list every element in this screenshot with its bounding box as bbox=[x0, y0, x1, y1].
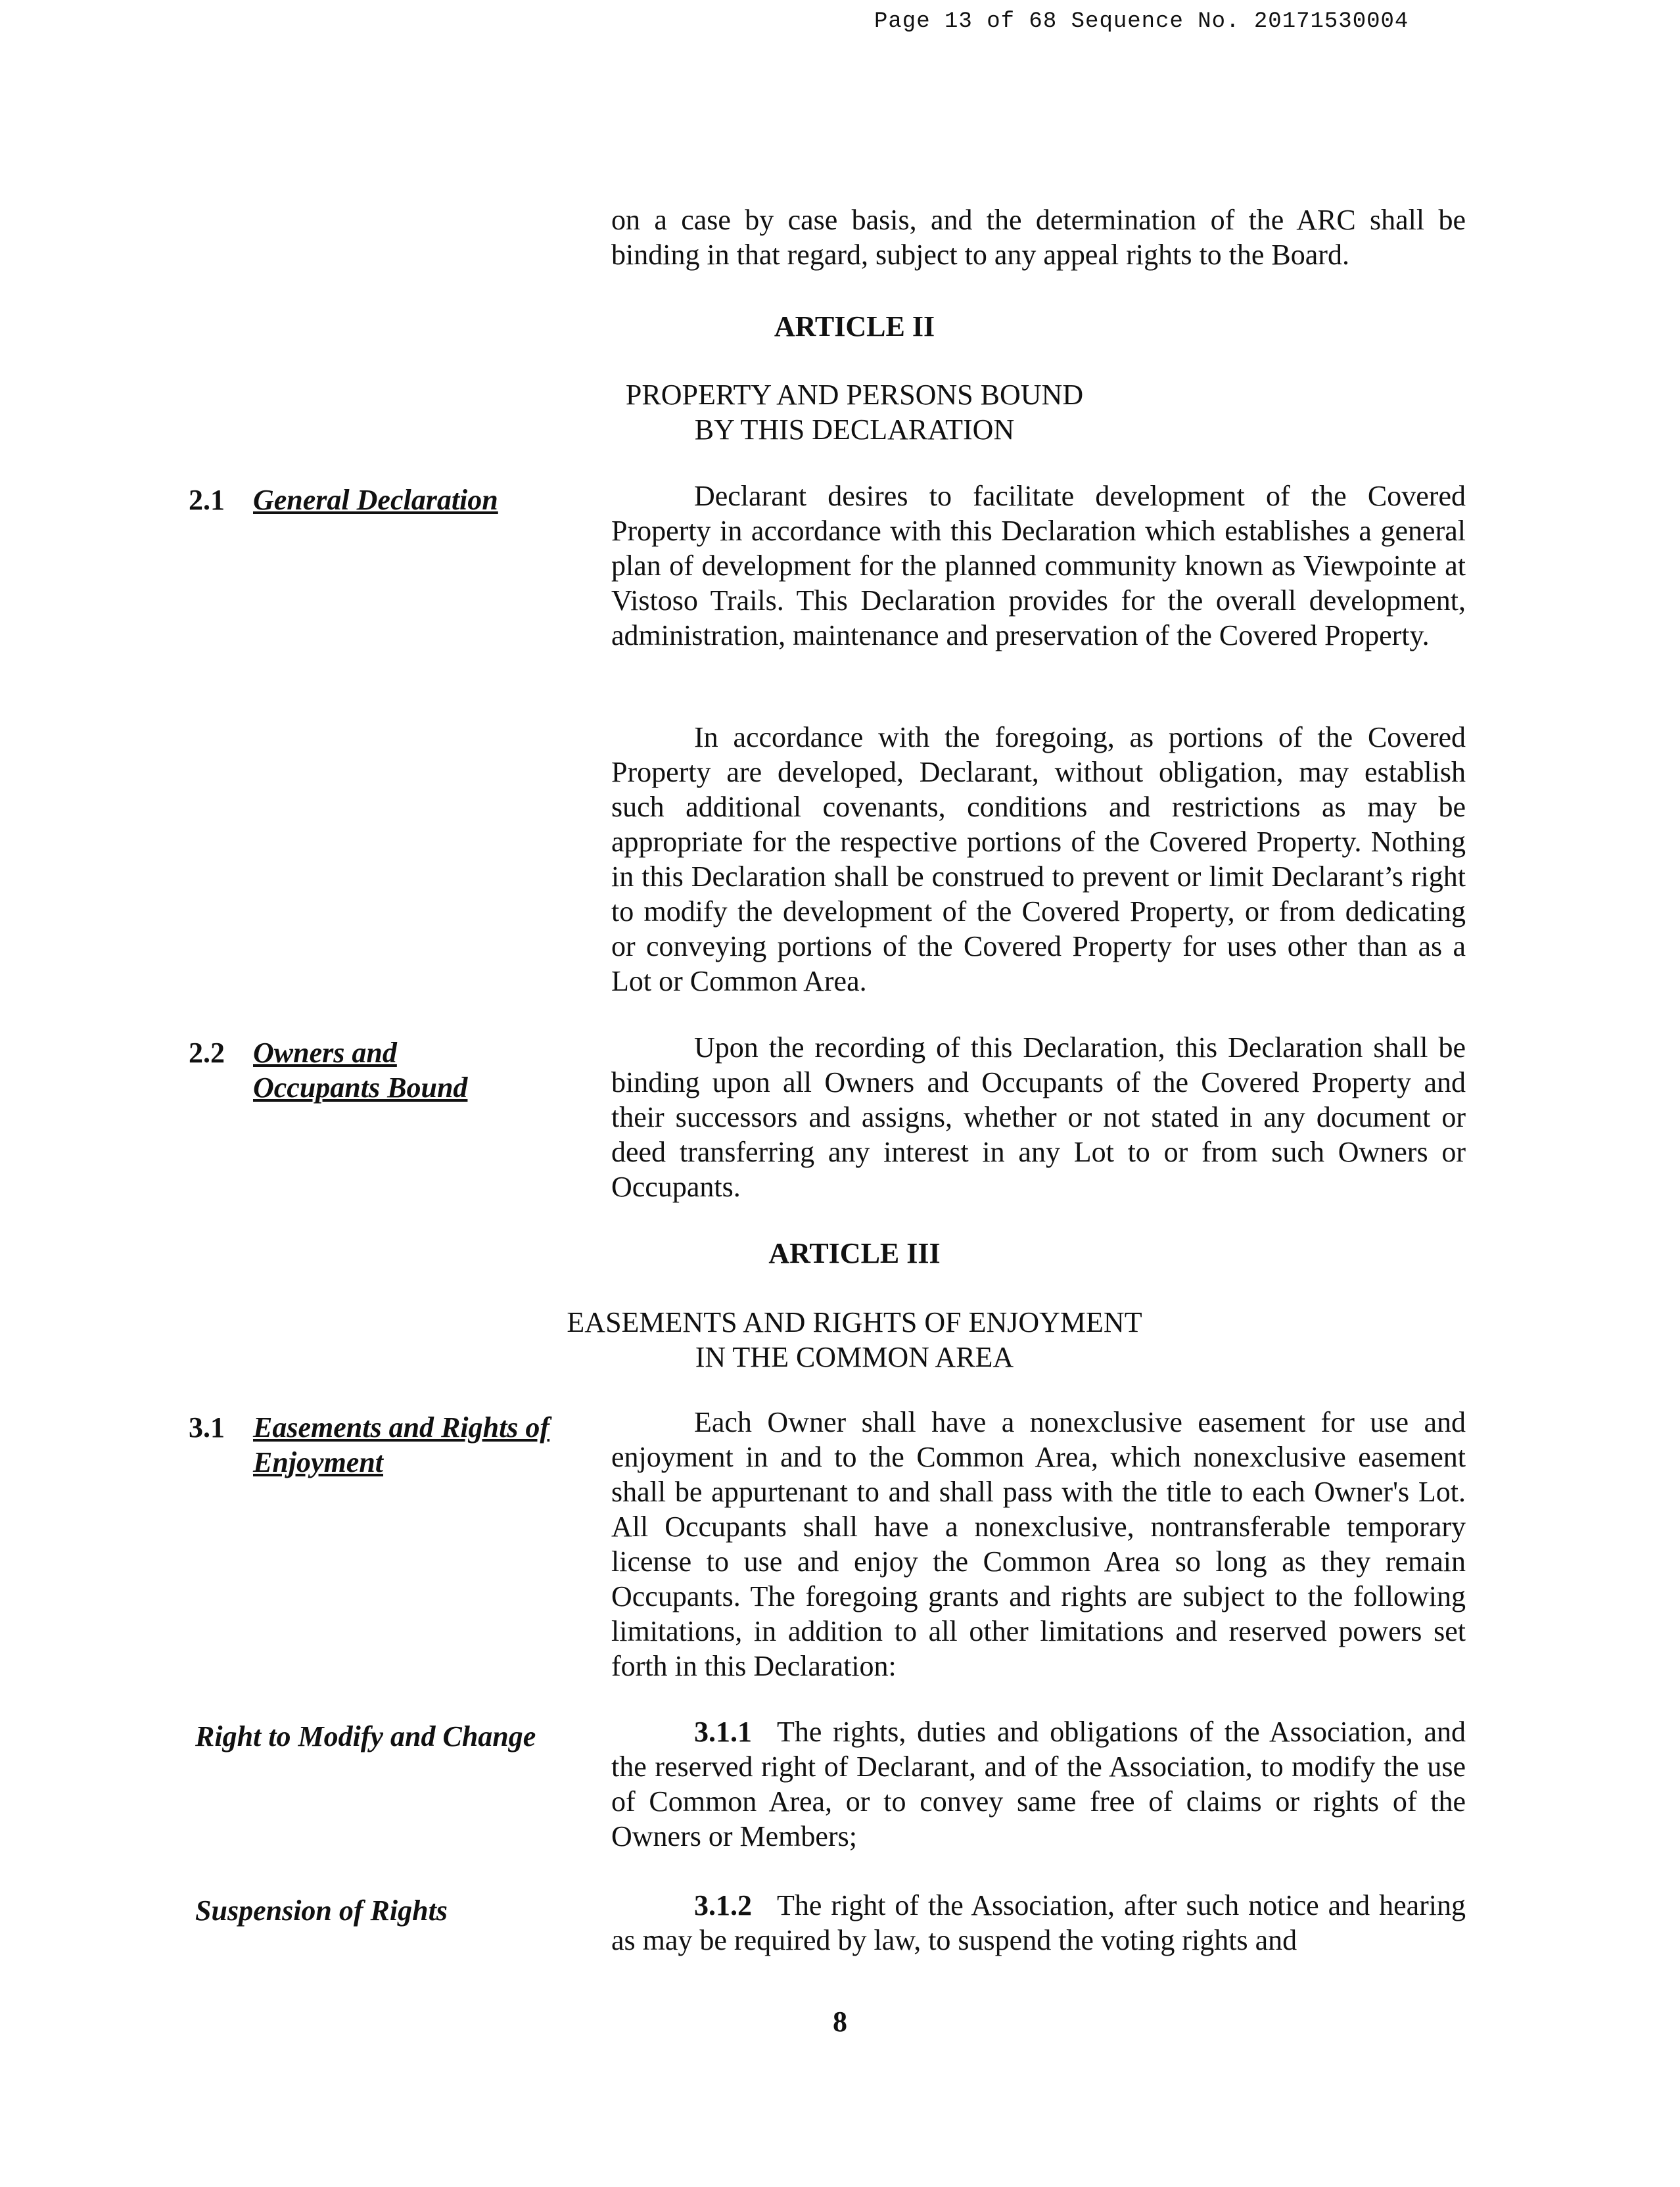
article-3-title-line-2: IN THE COMMON AREA bbox=[695, 1341, 1014, 1373]
section-2-1-paragraph-1: Declarant desires to facilitate development of the Covered Property in accordance with this Declaration which establishes a general plan of development for the planned community known as Viewpointe at Vistoso Trails. This Declaration provides for the overall development, administration, maintenance and preservation of the Covered Property. bbox=[611, 480, 1466, 651]
subsection-text: The right of the Association, after such notice and hearing as may be required by law, to suspend the voting rights and bbox=[611, 1889, 1466, 1956]
section-3-1-1-paragraph bbox=[611, 1714, 1466, 1854]
article-3-title-line-1: EASEMENTS AND RIGHTS OF ENJOYMENT bbox=[567, 1306, 1142, 1338]
section-2-2-paragraph: Upon the recording of this Declaration, this Declaration shall be binding upon all Owners and Occupants of the Covered Property and their successors and assigns, whether or not stated in any document or deed transferring any interest in any Lot to or from such Owners or Occupants. bbox=[611, 1031, 1466, 1203]
section-2-1-paragraph-2: In accordance with the foregoing, as portions of the Covered Property are developed, Declarant, without obligation, may establish such additional covenants, conditions and restrictions as may be appropriate for the respective portions of the Covered Property. Nothing in this Declaration shall be construed to prevent or limit Declarant’s right to modify the development of the Covered Property, or from dedicating or conveying portions of the Covered Property for uses other than as a Lot or Common Area. bbox=[611, 721, 1466, 997]
section-2-1-heading bbox=[189, 482, 557, 517]
section-3-1-paragraph: Each Owner shall have a nonexclusive easement for use and enjoyment in and to the Common Area, which nonexclusive easement shall be appurtenant to and shall pass with the title to each Owner's Lot. All Occupants shall have a nonexclusive, nontransferable temporary license to use and enjoy the Common Area so long as they remain Occupants. The foregoing grants and rights are subject to the following limitations, in addition to all other limitations and reserved powers set forth in this Declaration: bbox=[611, 1406, 1466, 1682]
section-3-1-2-side-title: Suspension of Rights bbox=[195, 1894, 448, 1927]
section-3-1-heading bbox=[189, 1410, 557, 1480]
section-number: 2.2 bbox=[189, 1037, 225, 1069]
section-title: Owners and Occupants Bound bbox=[253, 1037, 468, 1104]
page-number: 8 bbox=[833, 2006, 847, 2038]
section-title: Easements and Rights of Enjoyment bbox=[253, 1411, 550, 1478]
subsection-number: 3.1.1 bbox=[694, 1716, 752, 1748]
article-3-heading: ARTICLE III bbox=[768, 1237, 941, 1269]
subsection-number: 3.1.2 bbox=[694, 1889, 752, 1921]
article-2-heading: ARTICLE II bbox=[774, 310, 935, 342]
section-2-2-heading bbox=[189, 1035, 557, 1105]
article-2-title-line-1: PROPERTY AND PERSONS BOUND bbox=[625, 379, 1084, 411]
intro-paragraph: on a case by case basis, and the determination of the ARC shall be binding in that regard, subject to any appeal rights to the Board. bbox=[611, 204, 1466, 271]
section-3-1-1-side-title: Right to Modify and Change bbox=[195, 1720, 536, 1752]
page-header: Page 13 of 68 Sequence No. 20171530004 bbox=[874, 9, 1409, 34]
section-title: General Declaration bbox=[253, 484, 498, 516]
subsection-text: The rights, duties and obligations of the Association, and the reserved right of Declarant, and of the Association, to modify the use of Common Area, or to convey same free of claims or rights of the Owners or Members; bbox=[611, 1716, 1466, 1852]
section-3-1-2-paragraph bbox=[611, 1888, 1466, 1958]
section-number: 3.1 bbox=[189, 1411, 225, 1444]
section-number: 2.1 bbox=[189, 484, 225, 516]
article-2-title-line-2: BY THIS DECLARATION bbox=[694, 413, 1015, 446]
